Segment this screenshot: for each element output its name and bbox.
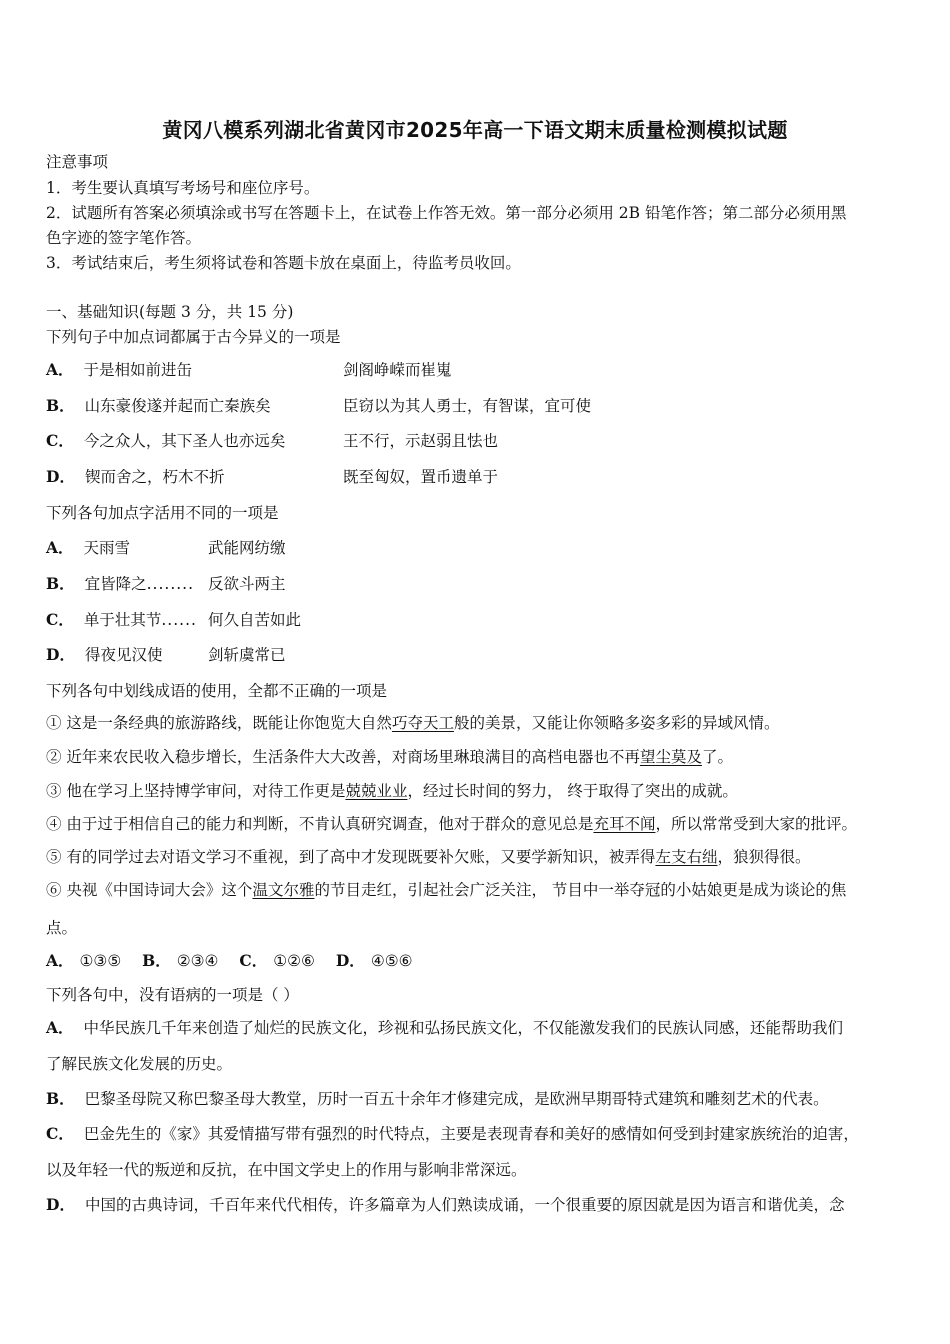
- option-text: 得夜见汉使: [84, 646, 163, 664]
- option-row: [46, 538, 130, 558]
- option-row: [46, 467, 224, 487]
- option-label: D．: [46, 467, 75, 486]
- option-label: B．: [46, 1089, 75, 1108]
- option-label: B．: [46, 396, 75, 415]
- option-row: [46, 1124, 859, 1144]
- idiom-item: [46, 814, 857, 834]
- option-text-right: 剑阁峥嵘而崔嵬: [343, 361, 452, 379]
- option-row: [46, 1195, 844, 1215]
- option-text-continuation: 以及年轻一代的叛逆和反抗，在中国文学史上的作用与影响非常深远。: [46, 1161, 527, 1179]
- option-label: D．: [46, 645, 75, 664]
- question-stem: 下列各句加点字活用不同的一项是: [46, 504, 279, 522]
- emphasis-dots: ......: [161, 611, 197, 629]
- option-text: 中国的古典诗词，千百年来代代相传，许多篇章为人们熟读成诵，一个很重要的原因就是因为语言和谐优美，念: [84, 1196, 845, 1214]
- option-row: [46, 610, 197, 630]
- option-text: 中华民族几千年来创造了灿烂的民族文化，珍视和弘扬民族文化，不仅能激发我们的民族认同感，还能帮助我们: [83, 1019, 844, 1037]
- option-row: [46, 645, 162, 665]
- option-label: A．: [46, 360, 74, 379]
- underlined-idiom: 兢兢业业: [345, 782, 408, 800]
- idiom-item-text: ③ 他在学习上坚持博学审问，对待工作更是: [46, 782, 346, 800]
- idiom-item: [46, 847, 810, 867]
- question-stem: 下列各句中，没有语病的一项是（ ）: [46, 986, 299, 1004]
- idiom-item-text: 了。: [701, 748, 733, 766]
- choice-label: C．: [239, 951, 268, 970]
- choice-label: B．: [142, 951, 171, 970]
- option-text-right: 剑斩虞常已: [208, 646, 286, 664]
- idiom-item: [46, 880, 846, 900]
- answer-choices: [46, 951, 413, 971]
- option-label: D．: [46, 1195, 75, 1214]
- option-text: 今之众人，其下圣人也亦远矣: [83, 432, 286, 450]
- option-text-right: 何久自苦如此: [208, 611, 302, 629]
- notice-item: 色字迹的签字笔作答。: [46, 229, 202, 247]
- notice-heading: 注意事项: [46, 153, 109, 171]
- underlined-idiom: 巧夺天工: [391, 714, 454, 732]
- idiom-item-text: 般的美景，又能让你领略多姿多彩的异域风情。: [453, 714, 780, 732]
- option-label: C．: [46, 431, 74, 450]
- idiom-item: [46, 747, 733, 767]
- option-label: A．: [46, 538, 74, 557]
- option-row: [46, 360, 192, 380]
- option-text: 巴黎圣母院又称巴黎圣母大教堂，历时一百五十余年才修建完成，是欧洲早期哥特式建筑和雕刻艺术的代表。: [84, 1090, 829, 1108]
- option-text: 天雨雪: [83, 539, 131, 557]
- underlined-idiom: 充耳不闻: [593, 815, 656, 833]
- option-text-continuation: 了解民族文化发展的历史。: [46, 1055, 233, 1073]
- option-row: [46, 1089, 829, 1109]
- idiom-item: [46, 781, 738, 801]
- option-row: [46, 1018, 843, 1038]
- idiom-item: [46, 713, 779, 733]
- option-text-right: 武能网纺缴: [208, 539, 286, 557]
- idiom-item-text: ⑥ 央视《中国诗词大会》这个: [46, 881, 253, 899]
- choice-text: ④⑤⑥: [370, 952, 413, 970]
- option-text-right: 反欲斗两主: [208, 575, 286, 593]
- option-label: C．: [46, 610, 74, 629]
- choice-text: ②③④: [176, 952, 219, 970]
- section-heading: 一、基础知识(每题 3 分，共 15 分): [46, 303, 294, 321]
- option-text: 于是相如前进缶: [83, 361, 193, 379]
- option-label: A．: [46, 1018, 74, 1037]
- idiom-item-text: ，经过长时间的努力， 终于取得了突出的成就。: [407, 782, 738, 800]
- idiom-item-text: ④ 由于过于相信自己的能力和判断，不肯认真研究调查，他对于群众的意见总是: [46, 815, 594, 833]
- option-label: B．: [46, 574, 75, 593]
- option-text: 山东豪俊遂并起而亡秦族矣: [84, 397, 271, 415]
- question-stem: 下列句子中加点词都属于古今异义的一项是: [46, 328, 341, 346]
- option-row: [46, 396, 271, 416]
- notice-item: 1．考生要认真填写考场号和座位序号。: [46, 179, 320, 197]
- choice-text: ①③⑤: [79, 952, 122, 970]
- option-text: 宜皆降之: [84, 575, 147, 593]
- option-text-right: 既至匈奴，置币遗单于: [343, 468, 499, 486]
- choice-label: D．: [335, 951, 365, 970]
- underlined-idiom: 温文尔雅: [252, 881, 315, 899]
- option-label: C．: [46, 1124, 74, 1143]
- question-stem: 下列各句中划线成语的使用，全都不正确的一项是: [46, 682, 388, 700]
- page-title: 黄冈八模系列湖北省黄冈市2025年高一下语文期末质量检测模拟试题: [162, 118, 788, 142]
- idiom-item-text: ② 近年来农民收入稳步增长，生活条件大大改善，对商场里琳琅满目的高档电器也不再: [46, 748, 640, 766]
- option-text-right: 臣窃以为其人勇士，有智谋，宜可使: [343, 397, 592, 415]
- option-text: 锲而舍之，朽木不折: [84, 468, 225, 486]
- idiom-item-text: ① 这是一条经典的旅游路线，既能让你饱览大自然: [46, 714, 392, 732]
- option-text-right: 王不行，示赵弱且怯也: [343, 432, 499, 450]
- idiom-item-text: ⑤ 有的同学过去对语文学习不重视，到了高中才发现既要补欠账，又要学新知识，被弄得: [46, 848, 656, 866]
- option-row: [46, 431, 285, 451]
- notice-item: 3．考试结束后，考生须将试卷和答题卡放在桌面上，待监考员收回。: [46, 254, 521, 272]
- underlined-idiom: 望尘莫及: [639, 748, 702, 766]
- idiom-item-text: ，所以常常受到大家的批评。: [655, 815, 857, 833]
- choice-label: A．: [46, 951, 74, 970]
- option-text: 单于壮其节: [83, 611, 162, 629]
- option-text: 巴金先生的《家》其爱情描写带有强烈的时代特点，主要是表现青春和美好的感情如何受到封建家族统治的迫害，: [83, 1125, 859, 1143]
- notice-item: 2．试题所有答案必须填涂或书写在答题卡上，在试卷上作答无效。第一部分必须用 2B 铅笔作答；第二部分必须用黑: [46, 204, 847, 222]
- choice-text: ①②⑥: [273, 952, 315, 970]
- underlined-idiom: 左支右绌: [655, 848, 718, 866]
- idiom-item-text: ，狼狈得很。: [717, 848, 811, 866]
- idiom-item-continuation: 点。: [46, 919, 78, 937]
- emphasis-dots: ........: [146, 575, 195, 593]
- option-row: [46, 574, 194, 594]
- idiom-item-text: 的节目走红，引起社会广泛关注， 节目中一举夺冠的小姑娘更是成为谈论的焦: [314, 881, 847, 899]
